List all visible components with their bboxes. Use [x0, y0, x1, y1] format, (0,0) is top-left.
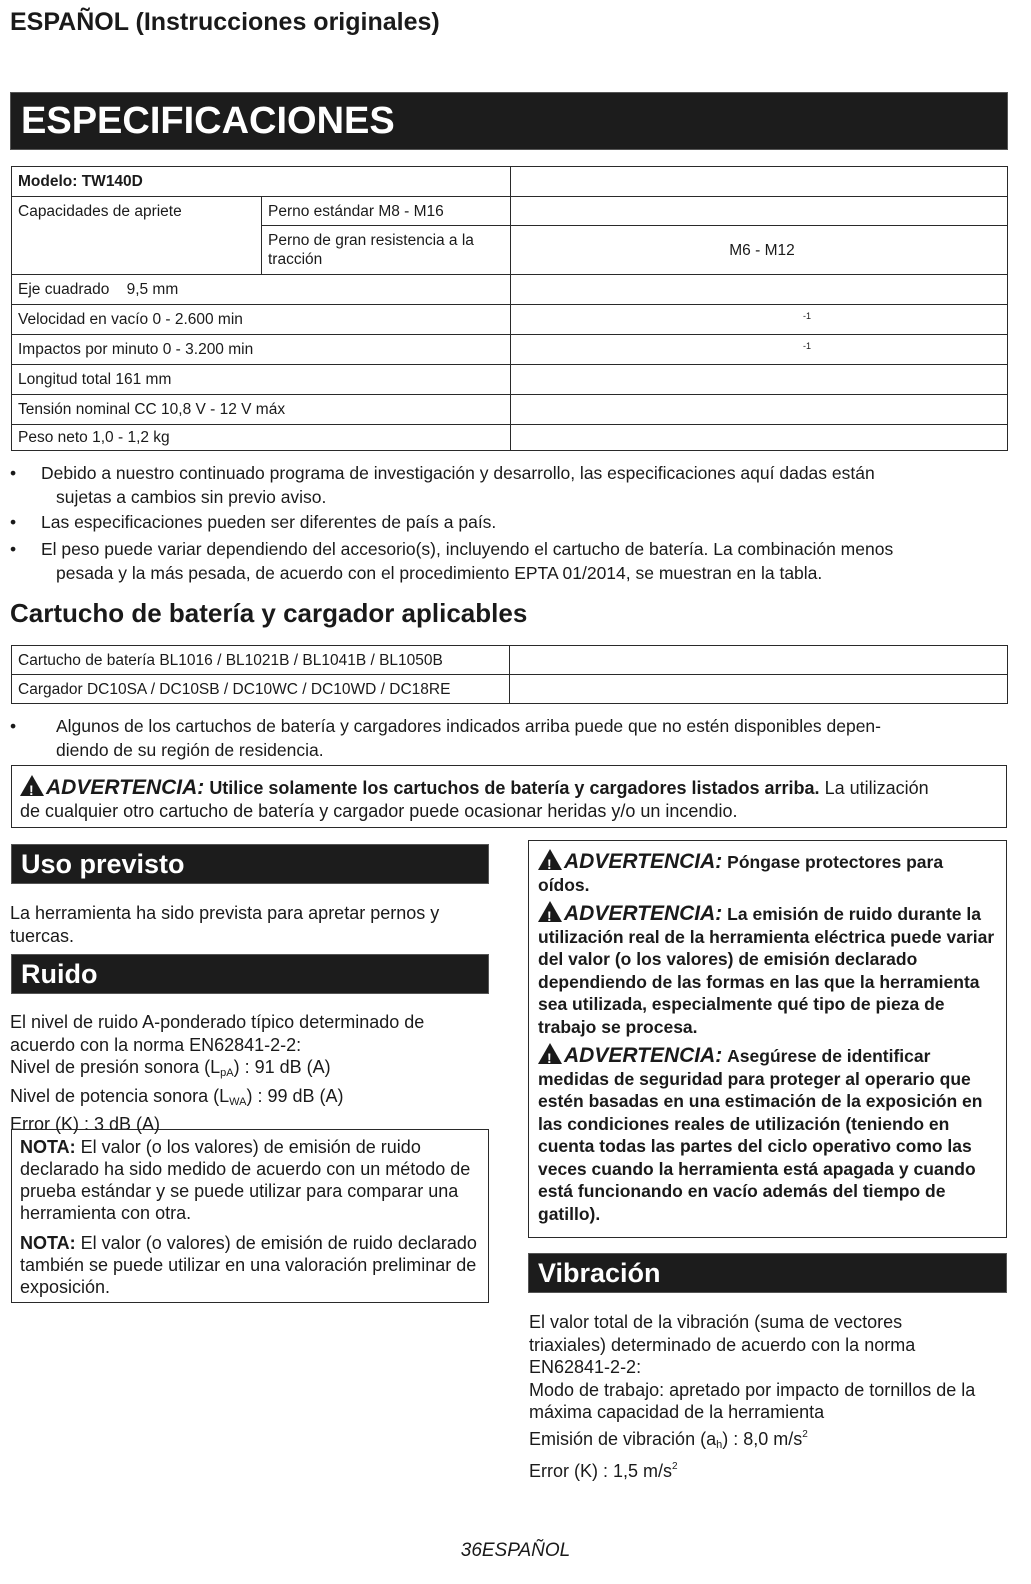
note: NOTA: El valor (o valores) de emisión de ruido declarado también se puede utilizar en una valoración preliminar de exposición. [20, 1233, 477, 1297]
page-number: 36ESPAÑOL [460, 1540, 571, 1561]
intended-use-text: La herramienta ha sido prevista para apretar pernos y tuercas. [10, 903, 440, 946]
warning-icon [20, 775, 44, 796]
battery-heading: Cartucho de batería y cargador aplicables [10, 598, 528, 628]
specifications-heading: ESPECIFICACIONES [10, 92, 1008, 150]
warning: !ADVERTENCIA: La emisión de ruido durante la utilización real de la herramienta eléctrica puede variar del valor (o los valores) de emisión declarado dependiendo de las formas en las que la herramienta sea utilizada, especialmente qué tipo de pieza de trabajo se procesa. [538, 901, 997, 1038]
battery-label: Cartucho de batería [18, 651, 156, 669]
spec-note: • Las especificaciones pueden ser diferentes de país a país. [10, 512, 497, 532]
spec-note: • El peso puede variar dependiendo del accesorio(s), incluyendo el cartucho de batería. La combinación menos pesada y la más pesada, de acuerdo con el procedimiento EPTA 01/2014, se muestran en la tabla. [10, 539, 894, 583]
noise-text: El nivel de ruido A-ponderado típico determinado de acuerdo con la norma EN62841-2-2: Nivel de presión sonora $(L_{pA})$ : 91 dB (A) Nivel de potencia sonora $(L_{WA})$ : 99 dB (A) Error (K) : 3 dB (A) [10, 1011, 490, 1136]
spec-value: CC 10,8 V - 12 V máx [134, 401, 286, 418]
table-row [12, 275, 1008, 305]
table-row [12, 646, 1008, 675]
spec-label: Longitud total [18, 371, 112, 388]
sound-power: Nivel de potencia sonora $(L_{WA})$ : 99 dB (A) [10, 1085, 344, 1108]
spec-label: Impactos por minuto [18, 341, 159, 358]
warning-icon [538, 1043, 562, 1064]
note: NOTA: El valor (o los valores) de emisión de ruido declarado ha sido medido de acuerdo con un método de prueba estándar y se puede utilizar para comparar una herramienta con otra. [20, 1137, 471, 1223]
table-row [12, 197, 1008, 226]
charger-value: DC10SA / DC10SB / DC10WC / DC10WD / DC18RE [86, 680, 451, 698]
battery-value: BL1016 / BL1021B / BL1041B / BL1050B [159, 651, 443, 669]
specifications-table [11, 166, 1008, 451]
charger-label: Cargador [18, 680, 83, 698]
spec-value: 1,0 - 1,2 kg [92, 429, 170, 446]
spec-sublabel: Perno estándar [268, 202, 374, 220]
spec-label: Capacidades de apriete [18, 203, 182, 220]
table-row [12, 365, 1008, 395]
intended-use-heading: Uso previsto [11, 844, 489, 884]
table-row [12, 167, 1008, 197]
noise-heading: Ruido [11, 954, 489, 994]
warning-icon [538, 901, 562, 922]
sound-pressure: Nivel de presión sonora $(L_{pA})$ : 91 dB (A) [10, 1057, 331, 1079]
battery-table [11, 645, 1008, 704]
noise-notes [11, 1129, 489, 1303]
battery-note: • Algunos de los cartuchos de batería y cargadores indicados arriba puede que no estén disponibles depen- diendo de su región de residencia. [10, 716, 881, 760]
spec-label: Eje cuadrado [18, 281, 110, 298]
spec-value: 9,5 mm [126, 281, 179, 298]
spec-label: Modelo: [18, 173, 78, 190]
spec-value: 0 - 2.600 min [152, 311, 243, 328]
battery-warning: !ADVERTENCIA: Utilice solamente los cartuchos de batería y cargadores listados arriba. La utilización de cualquier otro cartucho de batería y cargador puede ocasionar heridas y/o un incendio. [11, 765, 1007, 828]
language-title: ESPAÑOL (Instrucciones originales) [10, 8, 440, 36]
spec-superscript: -1 [803, 341, 812, 351]
vibration-error: Error (K) : 1,5 $m/s^2$ [529, 1461, 678, 1481]
warning: !ADVERTENCIA: Póngase protectores para oídos. [538, 849, 997, 896]
spec-note: • Debido a nuestro continuado programa de investigación y desarrollo, las especificaciones aquí dadas están sujetas a cambios sin previo aviso. [10, 463, 875, 507]
spec-superscript: -1 [803, 311, 812, 321]
spec-label: Velocidad en vacío [18, 311, 149, 328]
warning-icon [538, 849, 562, 870]
table-row [12, 425, 1008, 451]
spec-value: 161 mm [115, 371, 172, 388]
spec-value: 0 - 3.200 min [162, 341, 254, 358]
spec-sublabel: Perno de gran resistencia a la tracción [268, 232, 474, 268]
spec-value: M8 - M16 [378, 202, 444, 220]
spec-model: TW140D [81, 173, 143, 190]
noise-error: Error (K) : 3 dB (A) [10, 1114, 161, 1134]
vibration-text: El valor total de la vibración (suma de vectores triaxiales) determinado de acuerdo con la norma EN62841-2-2: Modo de trabajo: apretado por impacto de tornillos de la máxima capacidad de la herramienta Emisión de vibración $(a_h)$ : 8,0 $m/s^2$ Error (K) : 1,5 $m/s^2$ [529, 1311, 1024, 1483]
vibration-heading: Vibración [528, 1253, 1007, 1293]
warning: !ADVERTENCIA: Asegúrese de identificar medidas de seguridad para proteger al operario que estén basadas en una estimación de la exposición en las condiciones reales de utilización (teniendo en cuenta todas las partes del ciclo operativo como las veces cuando la herramienta está apagada y cuando está funcionando en vacío además del tiempo de gatillo). [538, 1043, 997, 1225]
spec-value: M6 - M12 [729, 241, 795, 259]
table-row [12, 395, 1008, 425]
spec-label: Tensión nominal [18, 401, 131, 418]
table-row [12, 305, 1008, 335]
table-row [12, 675, 1008, 704]
spec-label: Peso neto [18, 429, 88, 446]
table-row [12, 335, 1008, 365]
noise-warnings [528, 840, 1007, 1238]
vibration-emission: Emisión de vibración $(a_h)$ : 8,0 $m/s^2$ [529, 1428, 808, 1451]
